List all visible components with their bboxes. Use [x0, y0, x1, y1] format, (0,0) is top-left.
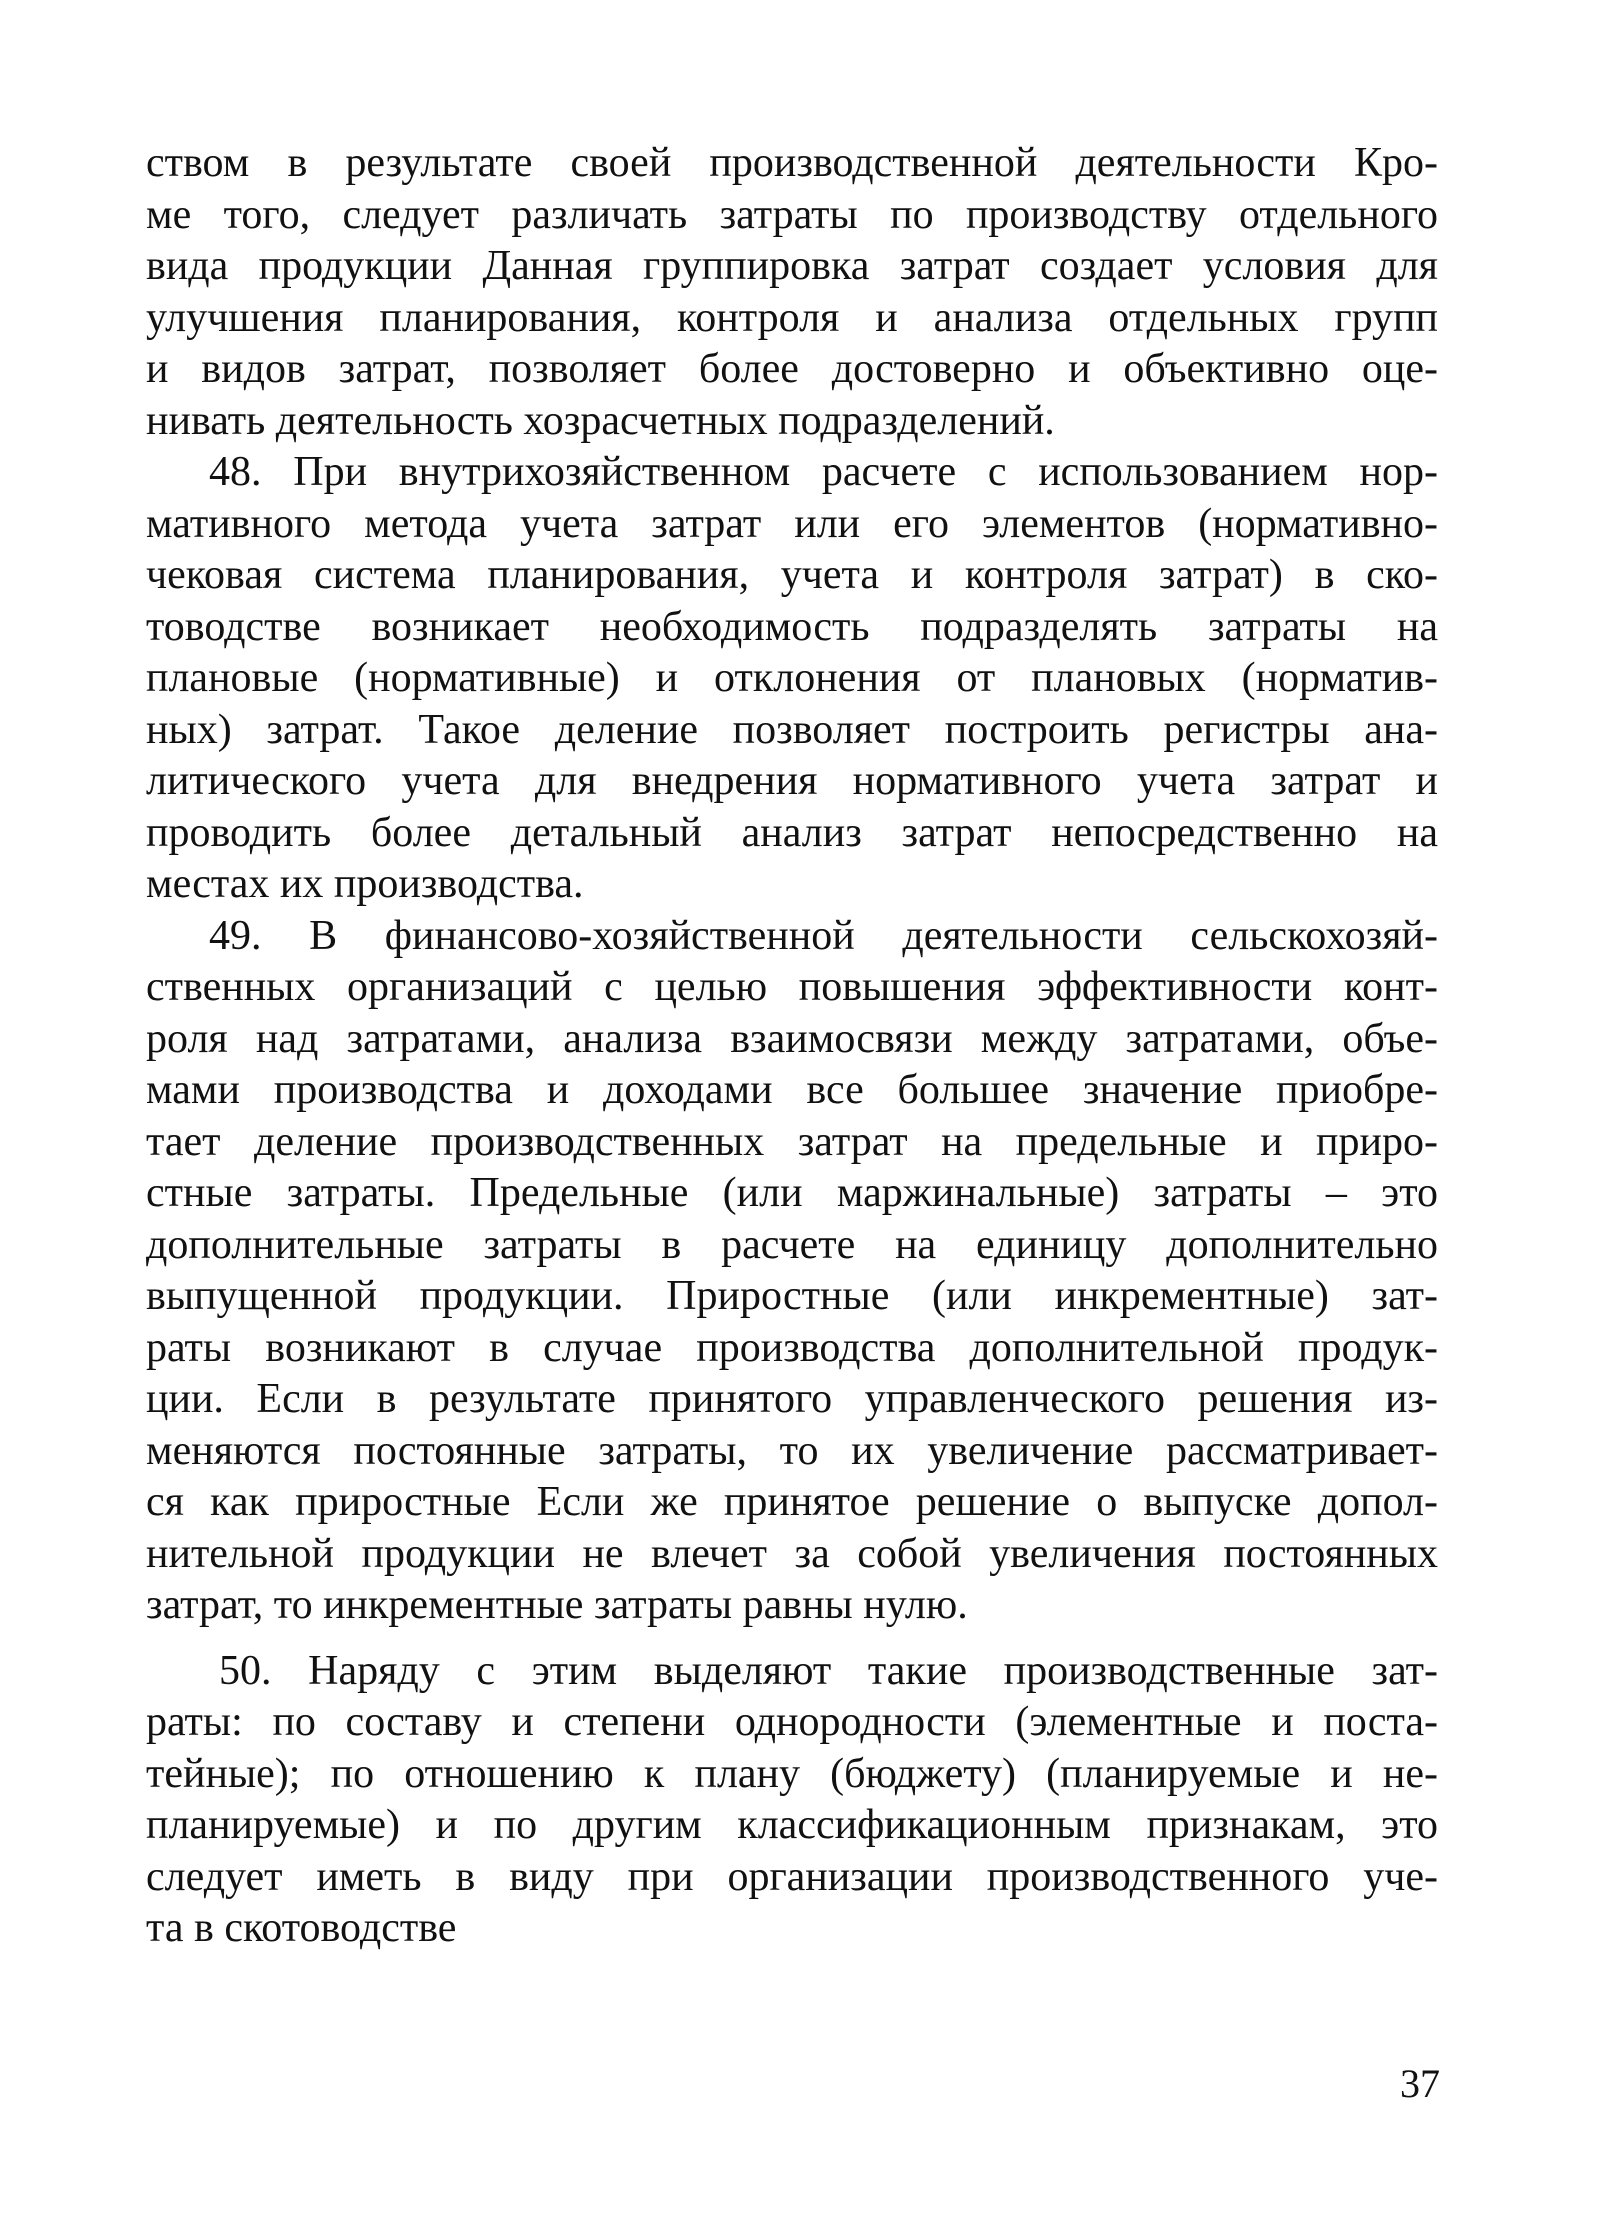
text-line: мативного метода учета затрат или его элементов (нормативно-	[146, 500, 1438, 547]
paragraph-49	[146, 911, 1438, 1632]
text-line: тейные); по отношению к плану (бюджету) (планируемые и не-	[146, 1750, 1438, 1797]
text-line: плановые (нормативные) и отклонения от плановых (норматив-	[146, 655, 1438, 701]
text-line: 48. При внутрихозяйственном расчете с использованием нор-	[209, 449, 1438, 495]
text-line: ных) затрат. Такое деление позволяет построить регистры ана-	[146, 706, 1438, 753]
text-line: улучшения планирования, контроля и анализа отдельных групп	[146, 294, 1438, 341]
text-line: литического учета для внедрения нормативного учета затрат и	[146, 758, 1438, 804]
text-line: ции. Если в результате принятого управленческого решения из-	[146, 1376, 1438, 1422]
text-line: ся как приростные Если же принятое решение о выпуске допол-	[146, 1479, 1438, 1525]
text-line: затрат, то инкрементные затраты равны нулю.	[146, 1582, 968, 1628]
paragraph-50	[146, 1646, 1438, 1955]
text-line: ством в результате своей производственной деятельности Кро-	[146, 140, 1438, 186]
text-line: чековая система планирования, учета и контроля затрат) в ско-	[146, 552, 1438, 598]
text-line: ственных организаций с целью повышения эффективности конт-	[146, 964, 1438, 1010]
text-line: проводить более детальный анализ затрат непосредственно на	[146, 809, 1438, 856]
paragraph-spacer	[146, 1632, 1438, 1646]
text-line: меняются постоянные затраты, то их увеличение рассматривает-	[146, 1427, 1438, 1474]
text-line: и видов затрат, позволяет более достоверно и объективно оце-	[146, 346, 1438, 392]
text-line: стные затраты. Предельные (или маржинальные) затраты – это	[146, 1170, 1438, 1216]
text-line: товодстве возникает необходимость подразделять затраты на	[146, 603, 1438, 650]
text-line: раты: по составу и степени однородности (элементные и поста-	[146, 1699, 1438, 1745]
text-line: тает деление производственных затрат на предельные и приро-	[146, 1118, 1438, 1165]
text-line: следует иметь в виду при организации производственного уче-	[146, 1853, 1438, 1900]
page-body-text	[146, 138, 1438, 1955]
text-line: планируемые) и по другим классификационным признакам, это	[146, 1802, 1438, 1848]
text-line: нительной продукции не влечет за собой увеличения постоянных	[146, 1530, 1438, 1577]
text-line: нивать деятельность хозрасчетных подразделений.	[146, 397, 1055, 444]
text-line: ме того, следует различать затраты по производству отдельного	[146, 191, 1438, 238]
text-line: роля над затратами, анализа взаимосвязи между затратами, объе-	[146, 1015, 1438, 1062]
text-line: вида продукции Данная группировка затрат создает условия для	[146, 243, 1438, 289]
paragraph-continued	[146, 138, 1438, 447]
text-line: выпущенной продукции. Приростные (или инкрементные) зат-	[146, 1273, 1438, 1319]
text-line: раты возникают в случае производства дополнительной продук-	[146, 1324, 1438, 1371]
text-line: мами производства и доходами все большее значение приобре-	[146, 1067, 1438, 1113]
text-line: дополнительные затраты в расчете на единицу дополнительно	[146, 1221, 1438, 1268]
text-line: 49. В финансово-хозяйственной деятельности сельскохозяй-	[209, 912, 1438, 959]
paragraph-48	[146, 447, 1438, 911]
page-number: 37	[1400, 2061, 1440, 2106]
text-line: та в скотоводстве	[146, 1905, 457, 1951]
text-line: местах их производства.	[146, 861, 584, 907]
text-line: 50. Наряду с этим выделяют такие производственные зат-	[219, 1647, 1438, 1694]
